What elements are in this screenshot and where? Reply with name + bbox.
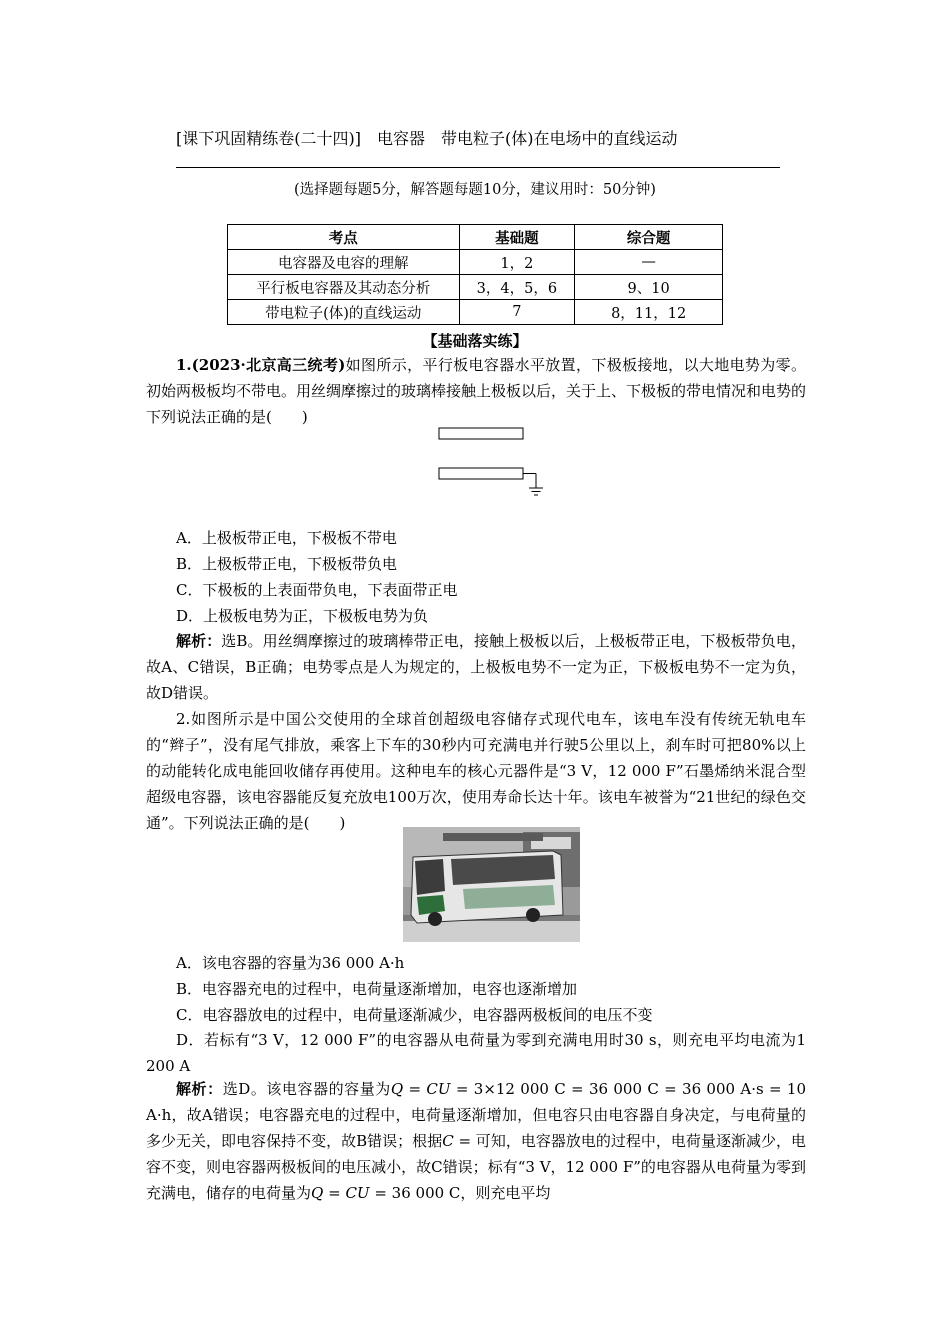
table-cell: 平行板电容器及其动态分析 xyxy=(228,275,460,300)
question-2-option-c: C．电容器放电的过程中，电荷量逐渐减少，电容器两极板间的电压不变 xyxy=(176,1006,653,1024)
question-2-option-b: B．电容器充电的过程中，电荷量逐渐增加，电容也逐渐增加 xyxy=(176,980,578,998)
question-1-analysis xyxy=(146,628,806,706)
analysis-text: 选B。用丝绸摩擦过的玻璃棒带正电，接触上极板以后，上极板带正电，下极板带负电，故A、C错误，B正确；电势零点是人为规定的，上极板电势不一定为正，下极板电势不一定为负，故D错误。 xyxy=(146,632,806,702)
table-cell: — xyxy=(575,250,723,275)
title-divider xyxy=(176,167,780,168)
analysis-text: 选D。该电容器的容量为 xyxy=(222,1080,391,1098)
table-cell: 1，2 xyxy=(459,250,575,275)
analysis-label: 解析： xyxy=(176,632,222,650)
table-header: 基础题 xyxy=(459,225,575,250)
table-header-row xyxy=(228,225,723,250)
variable-q: Q xyxy=(311,1184,324,1202)
bus-photo xyxy=(403,827,580,942)
upper-plate xyxy=(439,428,523,439)
topic-table xyxy=(227,224,723,325)
table-header: 考点 xyxy=(228,225,460,250)
question-2-analysis xyxy=(146,1076,806,1206)
question-2-stem: 2.如图所示是中国公交使用的全球首创超级电容储存式现代电车，该电车没有传统无轨电车的“辫子”，没有尾气排放，乘客上下车的30秒内可充满电并行驶5公里以上，刹车时可把80%以上的动能转化成电能回收储存再使用。这种电车的核心元器件是“3 V，12 000 F”石墨烯纳米混合型超级电容器，该电容器能反复充放电100万次，使用寿命长达十年。该电车被誉为“21世纪的绿色交通”。下列说法正确的是( ) xyxy=(146,710,806,832)
section-title: 【基础落实练】 xyxy=(422,332,528,350)
question-2-option-a: A．该电容器的容量为36 000 A·h xyxy=(176,954,405,972)
question-1-option-c: C．下极板的上表面带负电，下表面带正电 xyxy=(176,581,458,599)
instructions: (选择题每题5分，解答题每题10分，建议用时：50分钟) xyxy=(294,182,656,198)
question-1-option-a: A．上极板带正电，下极板不带电 xyxy=(176,529,397,547)
lower-plate xyxy=(439,468,523,479)
equals-sign: = xyxy=(323,1184,346,1202)
question-1-stem xyxy=(146,352,806,430)
table-header: 综合题 xyxy=(575,225,723,250)
analysis-text: = 3×12 000 C = 36 000 C = 36 000 A·s = 10 A·h，故A错误；电容器充电的过程中，电荷量逐渐增加，但电容只由电容器自身决定，与电荷量的多少无关，即电容保持不变，故B错误；根据 xyxy=(146,1080,807,1150)
variable-cu: CU xyxy=(426,1080,451,1098)
page-title: [课下巩固精练卷(二十四)] 电容器 带电粒子(体)在电场中的直线运动 xyxy=(176,129,678,148)
table-cell: 8，11，12 xyxy=(575,300,723,325)
table-row xyxy=(228,275,723,300)
question-1-text: 如图所示，平行板电容器水平放置，下极板接地，以大地电势为零。初始两极板均不带电。用丝绸摩擦过的玻璃棒接触上极板以后，关于上、下极板的带电情况和电势的下列说法正确的是( ) xyxy=(146,356,807,426)
variable-cu: CU xyxy=(345,1184,370,1202)
equals-sign: = xyxy=(403,1080,427,1098)
question-1-option-d: D．上极板电势为正，下极板电势为负 xyxy=(176,607,429,625)
question-2-option-d: D．若标有“3 V，12 000 F”的电容器从电荷量为零到充满电用时30 s，则充电平均电流为1 200 A xyxy=(146,1031,806,1075)
ground-icon xyxy=(523,474,543,496)
table-row xyxy=(228,300,723,325)
question-1-source: 1.(2023·北京高三统考) xyxy=(176,356,346,374)
table-row xyxy=(228,250,723,275)
analysis-label: 解析： xyxy=(176,1080,223,1098)
variable-q: Q xyxy=(390,1080,404,1098)
variable-c: C xyxy=(442,1132,454,1150)
table-cell: 电容器及电容的理解 xyxy=(228,250,460,275)
question-1-option-b: B．上极板带正电，下极板带负电 xyxy=(176,555,398,573)
table-cell: 3，4，5，6 xyxy=(459,275,575,300)
table-cell: 带电粒子(体)的直线运动 xyxy=(228,300,460,325)
analysis-text: = 36 000 C，则充电平均 xyxy=(369,1184,551,1202)
capacitor-diagram xyxy=(436,426,556,500)
table-cell: 9、10 xyxy=(575,275,723,300)
analysis-text: = 可知，电容器放电的过程中，电荷量逐渐减少，电容不变，则电容器两极板间的电压减小，故C错误；标有“3 V，12 000 F”的电容器从电荷量为零到充满电，储存的电荷量为 xyxy=(146,1132,806,1202)
table-cell: 7 xyxy=(459,300,575,325)
